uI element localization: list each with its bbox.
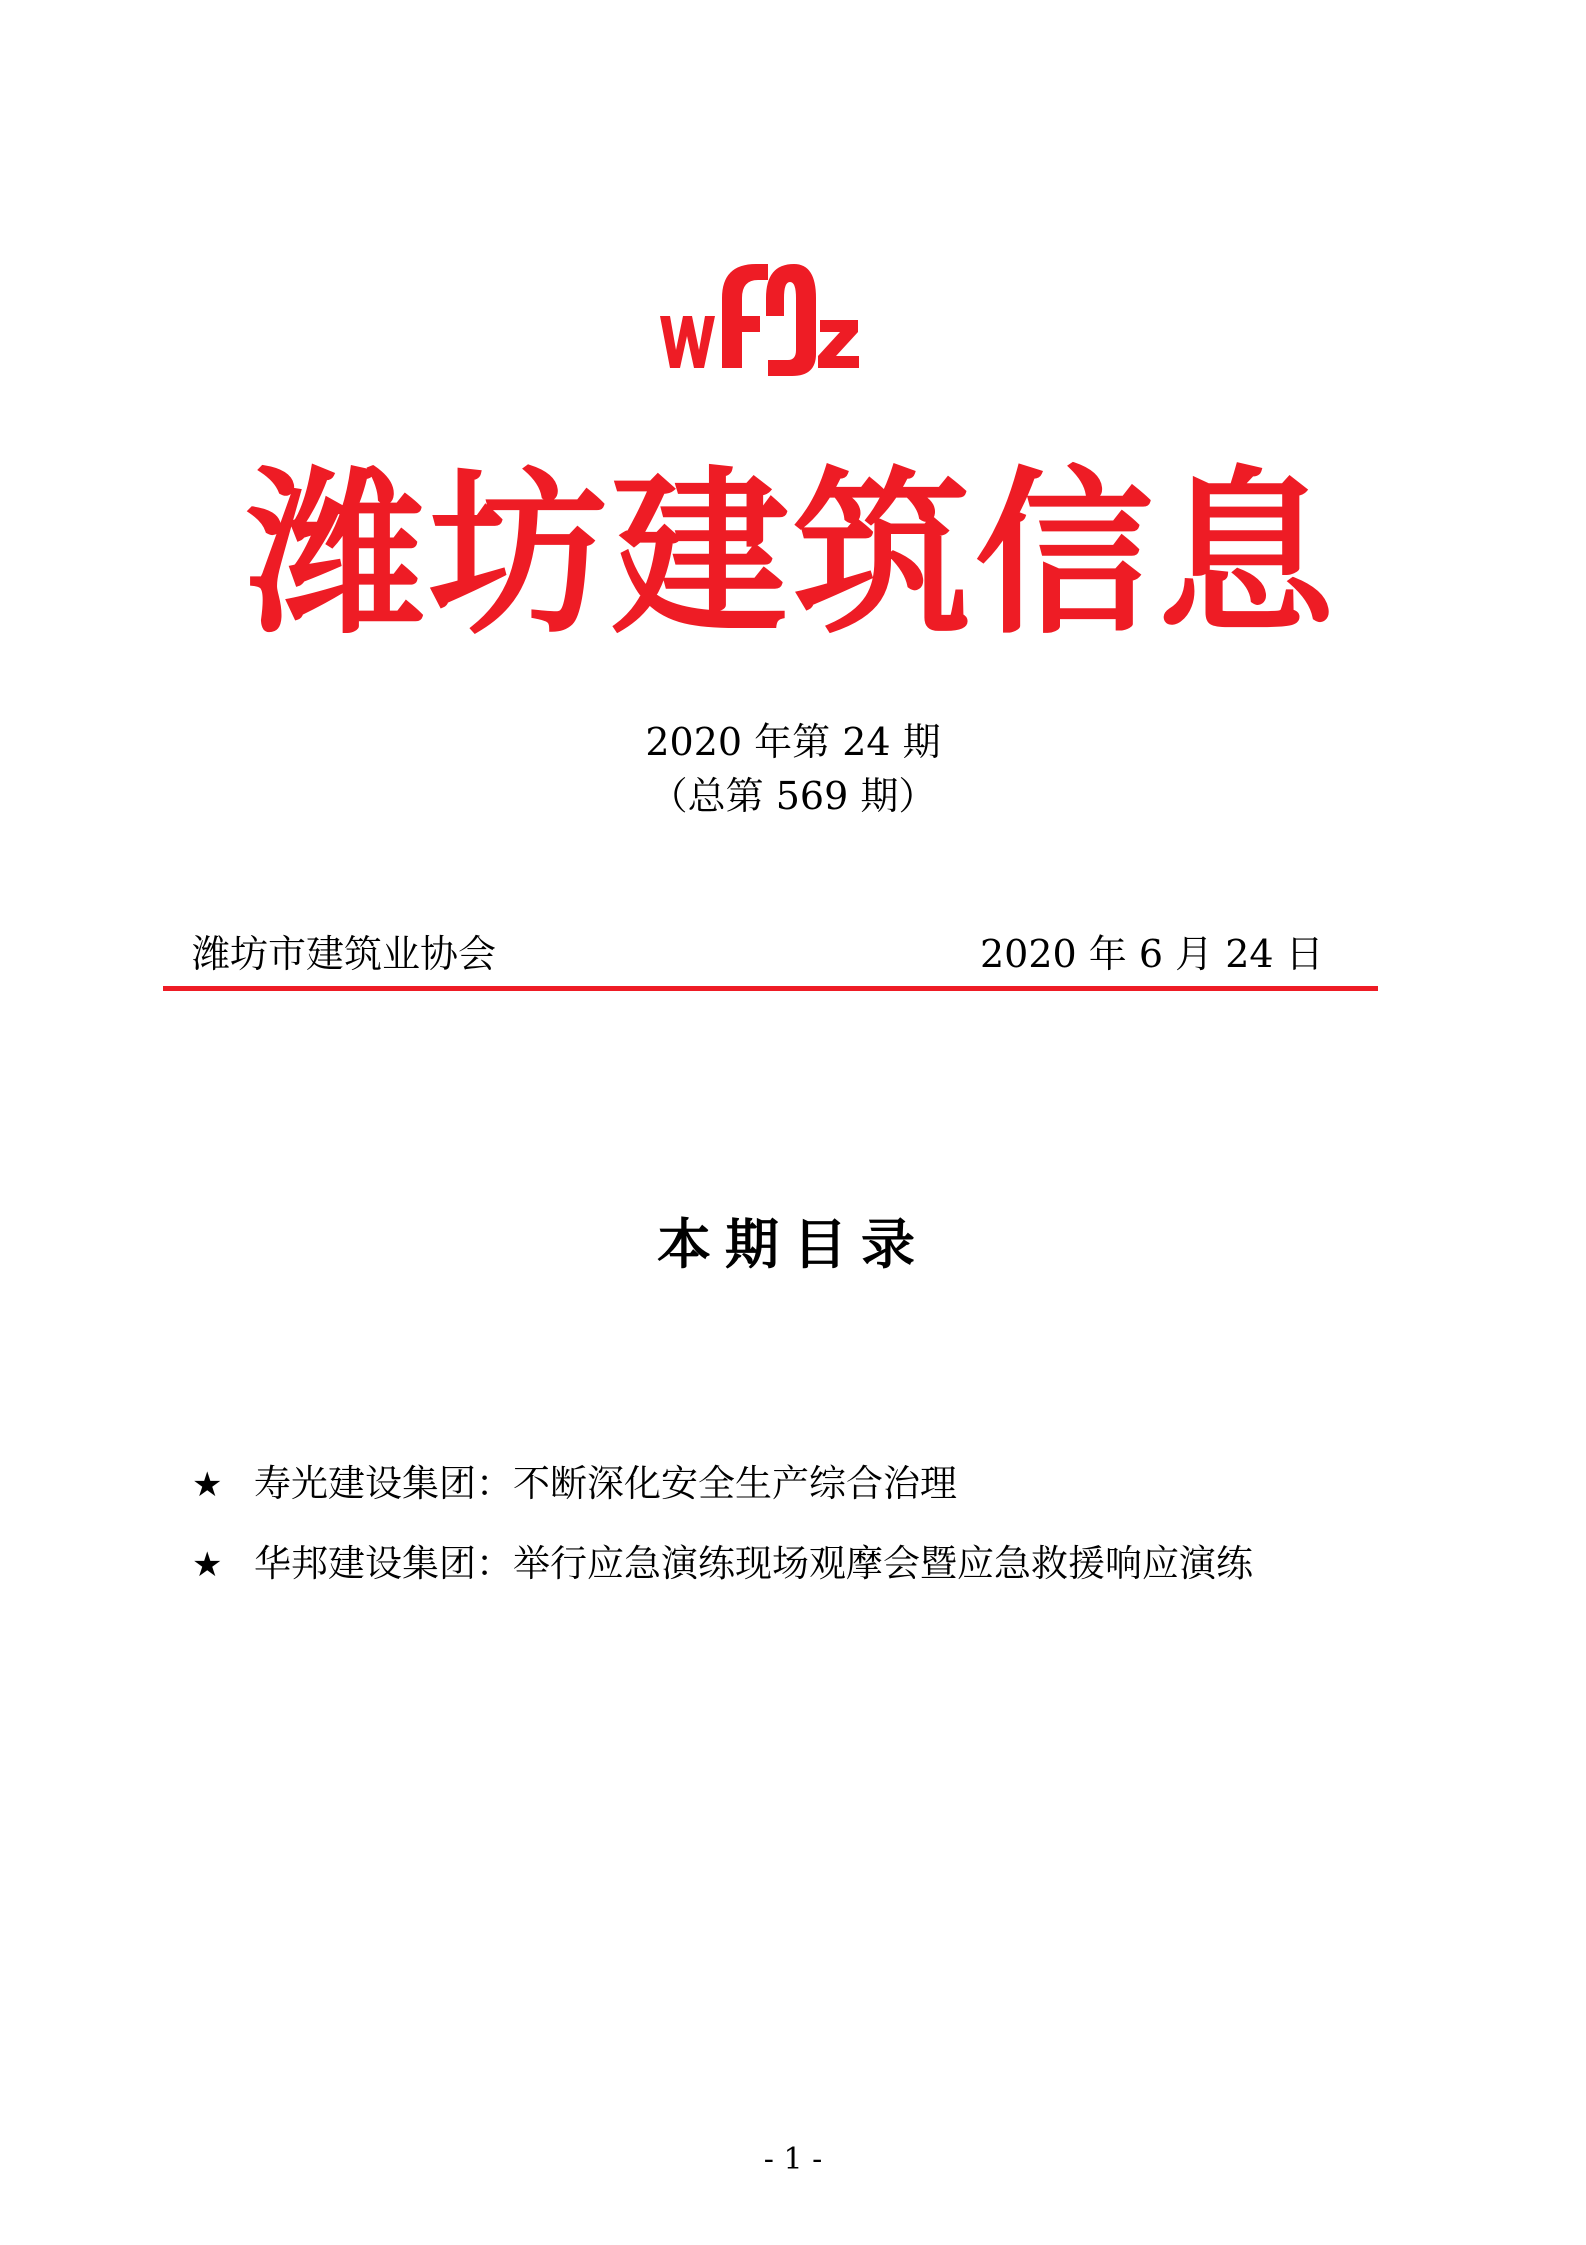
publication-date: 2020 年 6 月 24 日 — [980, 932, 1324, 976]
star-icon: ★ — [192, 1545, 223, 1585]
issue-number: 2020 年第 24 期 — [645, 720, 941, 764]
toc-list — [192, 1459, 1442, 1619]
toc-title: 本期目录 — [657, 1212, 929, 1276]
header-divider — [163, 986, 1378, 991]
star-icon: ★ — [192, 1465, 223, 1505]
masthead-title: 潍坊建筑信息 — [247, 451, 1339, 658]
toc-item — [192, 1459, 1442, 1539]
wfjz-logo — [656, 258, 862, 378]
page-number: - 1 - — [763, 2142, 823, 2177]
publisher-name: 潍坊市建筑业协会 — [192, 932, 497, 976]
toc-item — [192, 1539, 1442, 1619]
issue-total-number: （总第 569 期） — [649, 774, 937, 818]
toc-item-text: 华邦建设集团：举行应急演练现场观摩会暨应急救援响应演练 — [254, 1542, 1253, 1585]
toc-item-text: 寿光建设集团：不断深化安全生产综合治理 — [254, 1462, 957, 1505]
